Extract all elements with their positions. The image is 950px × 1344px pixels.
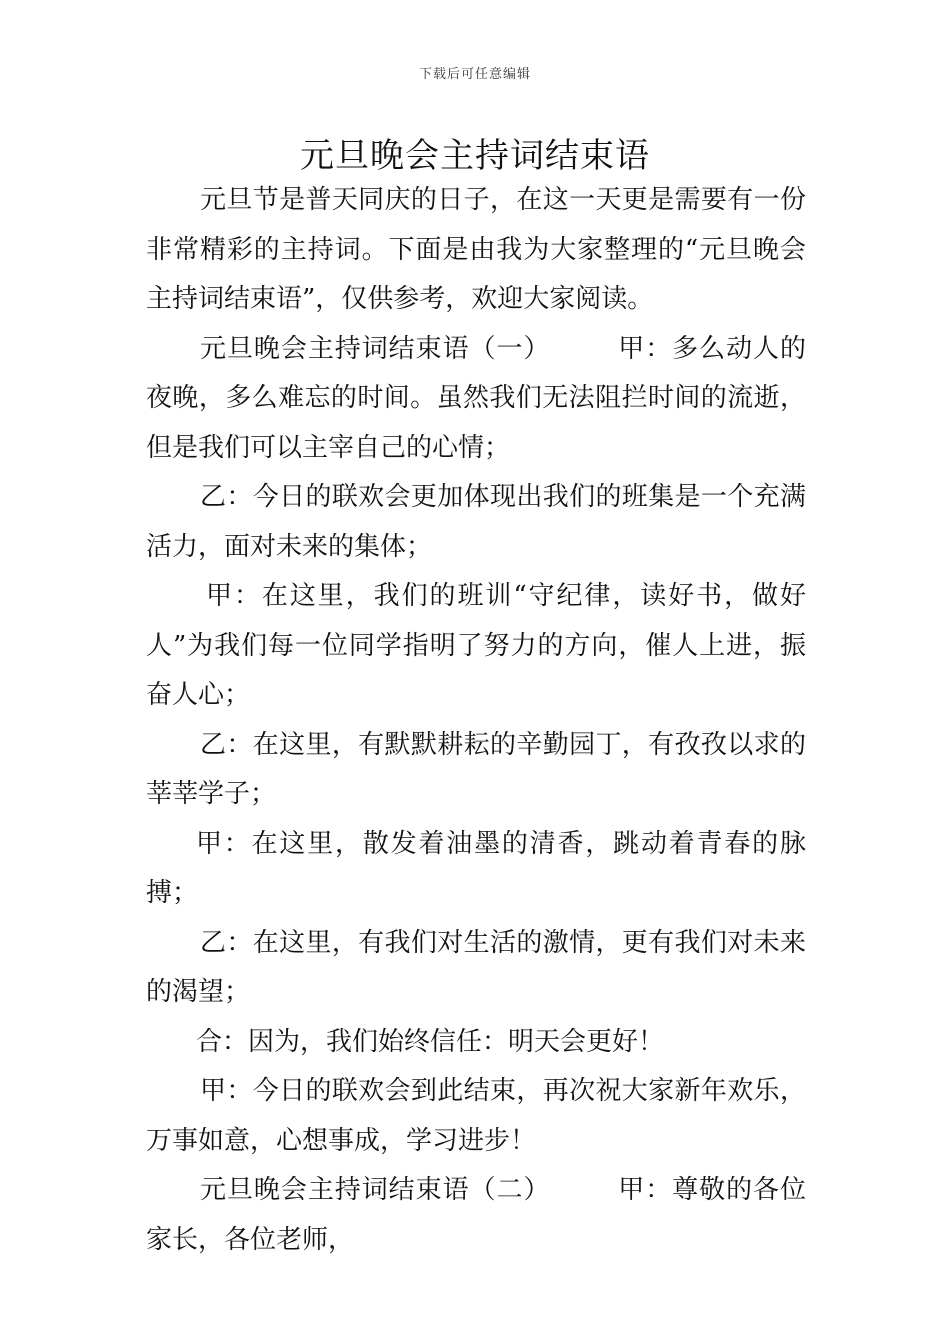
paragraph-line: 乙：今日的联欢会更加体现出我们的班集是一个充满活力，面对未来的集体； <box>146 482 806 562</box>
paragraph-line: 乙：在这里，有默默耕耘的辛勤园丁，有孜孜以求的莘莘学子； <box>146 729 806 809</box>
paragraph-intro: 元旦节是普天同庆的日子，在这一天更是需要有一份非常精彩的主持词。下面是由我为大家整理的“元旦晚会主持词结束语”，仅供参考，欢迎大家阅读。 <box>146 185 806 314</box>
document-body <box>146 176 806 1265</box>
paragraph-line: 甲：在这里，散发着油墨的清香，跳动着青春的脉搏； <box>146 828 806 908</box>
paragraph-line: 乙：在这里，有我们对生活的激情，更有我们对未来的渴望； <box>146 927 806 1007</box>
paragraph-line: 合：因为，我们始终信任：明天会更好！ <box>196 1026 665 1057</box>
paragraph-line: 甲：今日的联欢会到此结束，再次祝大家新年欢乐，万事如意，心想事成，学习进步！ <box>146 1076 806 1156</box>
paragraph-line: 甲：在这里，我们的班训“守纪律，读好书，做好人”为我们每一位同学指明了努力的方向，催人上进，振奋人心； <box>146 581 806 710</box>
paragraph-section-one: 元旦晚会主持词结束语（一） 甲：多么动人的夜晚，多么难忘的时间。虽然我们无法阻拦时间的流逝，但是我们可以主宰自己的心情； <box>146 333 806 463</box>
paragraph-section-two: 元旦晚会主持词结束语（二） 甲：尊敬的各位家长，各位老师， <box>146 1175 806 1255</box>
document-title: 元旦晚会主持词结束语 <box>300 136 650 176</box>
header-note: 下载后可任意编辑 <box>418 67 531 82</box>
